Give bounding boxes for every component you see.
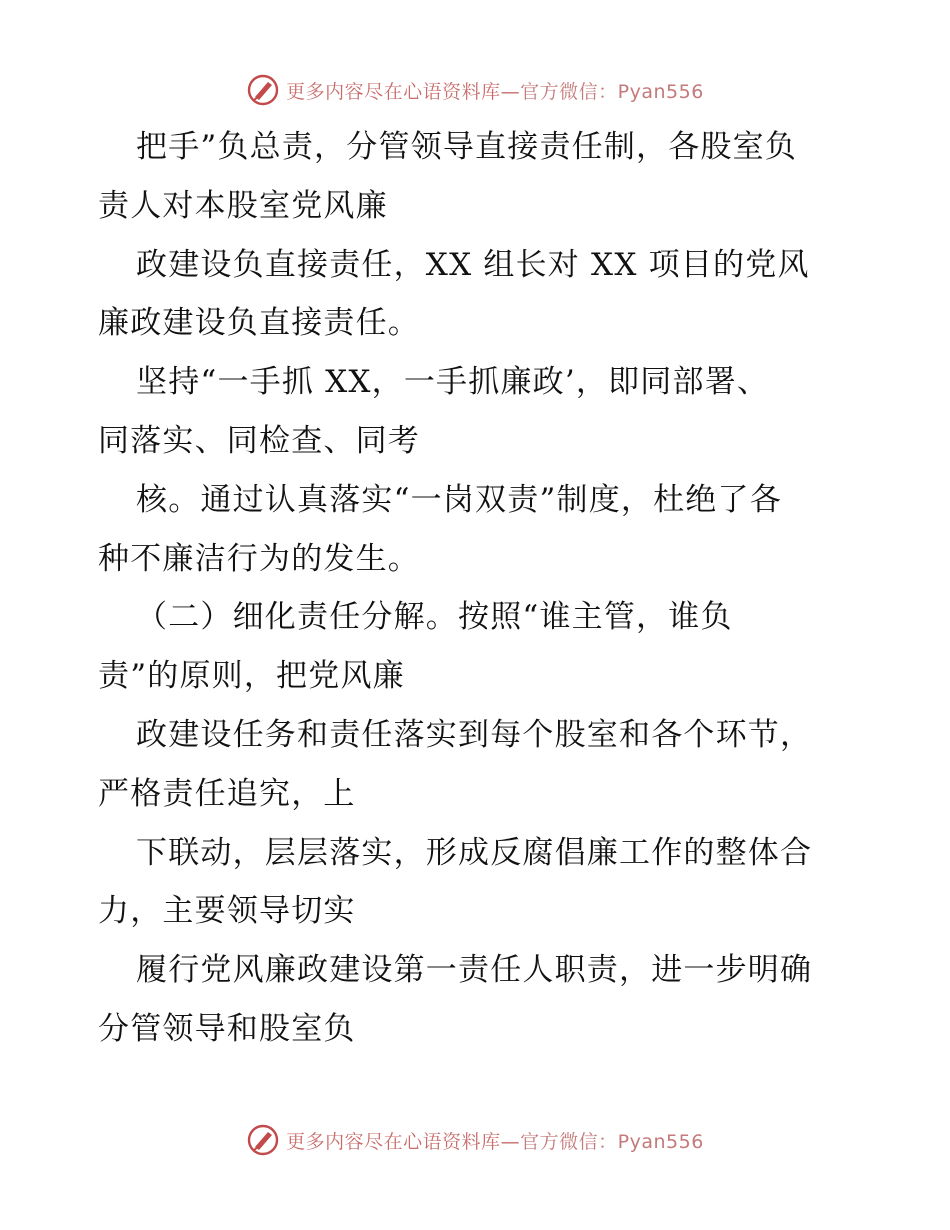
watermark-text: 更多内容尽在心语资料库—官方微信：Pyan556 <box>286 1130 704 1153</box>
paragraph: 把手”负总责，分管领导直接责任制，各股室负 责人对本股室党风廉 <box>98 129 798 224</box>
document-body <box>98 118 858 1059</box>
paragraph: 坚持“一手抓 XX，一手抓廉政’，即同部署、 同落实、同检查、同考 <box>98 364 770 459</box>
paragraph: 履行党风廉政建设第一责任人职责，进一步明确 分管领导和股室负 <box>98 952 813 1047</box>
quill-seal-icon <box>246 1123 280 1157</box>
header-watermark <box>0 70 950 110</box>
quill-seal-icon <box>246 73 280 107</box>
paragraph: 政建设任务和责任落实到每个股室和各个环节， 严格责任追究，上 <box>98 716 813 812</box>
watermark-text: 更多内容尽在心语资料库—官方微信：Pyan556 <box>286 80 704 103</box>
paragraph: 下联动，层层落实，形成反腐倡廉工作的整体合 力，主要领导切实 <box>98 834 813 930</box>
paragraph: 政建设负直接责任，XX 组长对 XX 项目的党风 廉政建设负直接责任。 <box>98 246 810 342</box>
paragraph: （二）细化责任分解。按照“谁主管，谁负 责”的原则，把党风廉 <box>98 599 733 695</box>
watermark-wechat: 官方微信：Pyan556 <box>520 1130 704 1153</box>
watermark-wechat: 官方微信：Pyan556 <box>520 80 704 103</box>
footer-watermark <box>0 1120 950 1160</box>
paragraph: 核。通过认真落实“一岗双责”制度，杜绝了各 种不廉洁行为的发生。 <box>98 481 782 577</box>
